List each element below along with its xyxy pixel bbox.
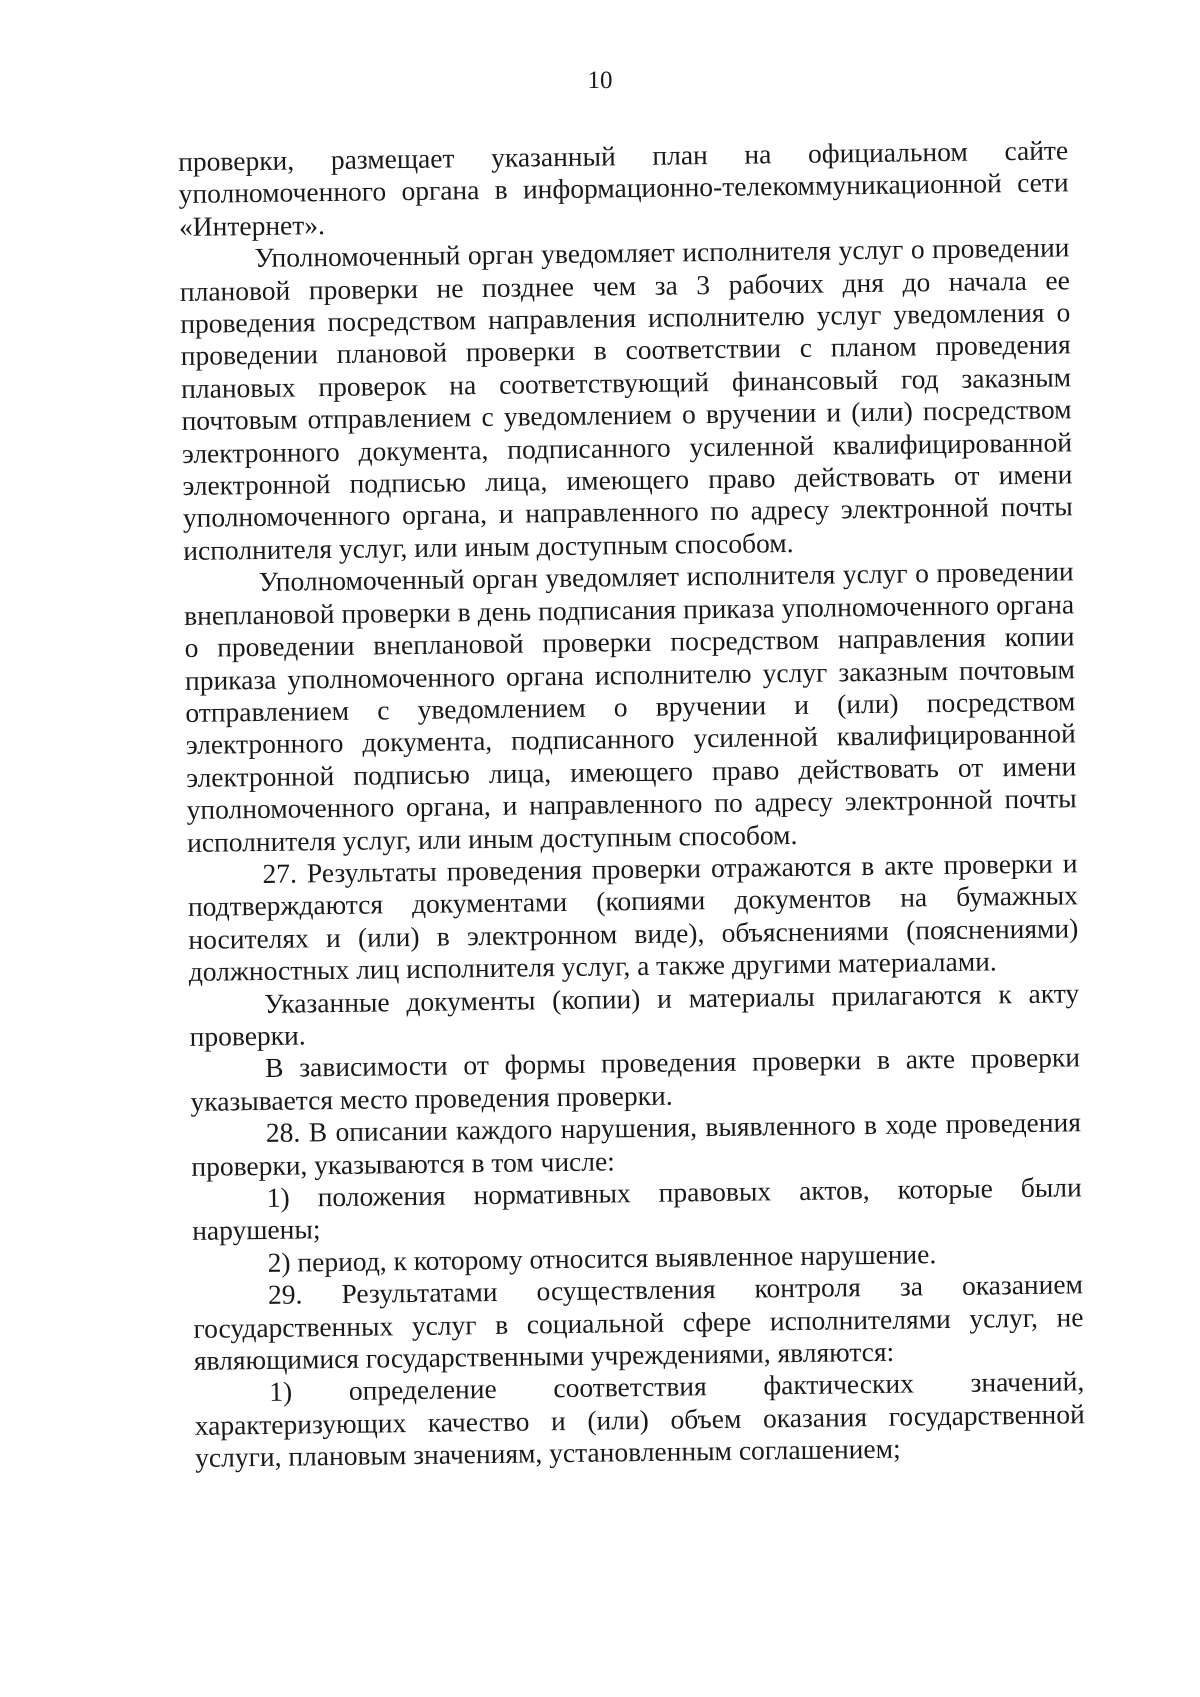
paragraph: 1) положения нормативных правовых актов, которые были нарушены;	[191, 1171, 1082, 1247]
paragraph: Уполномоченный орган уведомляет исполнителя услуг о проведении внеплановой проверки в день подписания приказа уполномоченного органа о проведении внеплановой проверки посредством направления копии приказа уполномоченного органа исполнителю услуг заказным почтовым отправлением с уведомлением о вручении и (или) посредством электронного документа, подписанного усиленной квалифицированной электронной подписью лица, имеющего право действовать от имени уполномоченного органа, и направленного по адресу электронной почты исполнителя услуг, или иным доступным способом.	[183, 555, 1077, 858]
paragraph: 29. Результатами осуществления контроля за оказанием государственных услуг в социальной сфере исполнителями услуг, не являющимися государственными учреждениями, являются:	[193, 1268, 1084, 1376]
paragraph: Указанные документы (копии) и материалы прилагаются к акту проверки.	[189, 976, 1080, 1052]
paragraph: Уполномоченный орган уведомляет исполнителя услуг о проведении плановой проверки не позднее чем за 3 рабочих дня до начала ее проведения посредством направления исполнителю услуг уведомления о проведении плановой проверки в соответствии с планом проведения плановых проверок на соответствующий финансовый год заказным почтовым отправлением с уведомлением о вручении и (или) посредством электронного документа, подписанного усиленной квалифицированной электронной подписью лица, имеющего право действовать от имени уполномоченного органа, и направленного по адресу электронной почты исполнителя услуг, или иным доступным способом.	[179, 231, 1073, 566]
paragraph: 1) определение соответствия фактических значений, характеризующих качество и (или) объем оказания государственной услуги, плановым значениям, установленным соглашением;	[194, 1365, 1085, 1474]
paragraph: 28. В описании каждого нарушения, выявленного в ходе проведения проверки, указываются в том числе:	[191, 1106, 1082, 1182]
paragraph: проверки, размещает указанный план на официальном сайте уполномоченного органа в информационно-телекоммуникационной сети «Интернет».	[178, 134, 1069, 242]
paragraph: В зависимости от формы проведения проверки в акте проверки указывается место проведения проверки.	[190, 1041, 1081, 1117]
paragraph: 27. Результаты проведения проверки отражаются в акте проверки и подтверждаются документами (копиями документов на бумажных носителях и (или) в электронном виде), объяснениями (пояснениями) должностных лиц исполнителя услуг, а также другими материалами.	[187, 847, 1079, 988]
page-number: 10	[587, 67, 613, 94]
document-body	[178, 134, 1085, 1474]
paragraph: 2) период, к которому относится выявленное нарушение.	[267, 1237, 937, 1278]
